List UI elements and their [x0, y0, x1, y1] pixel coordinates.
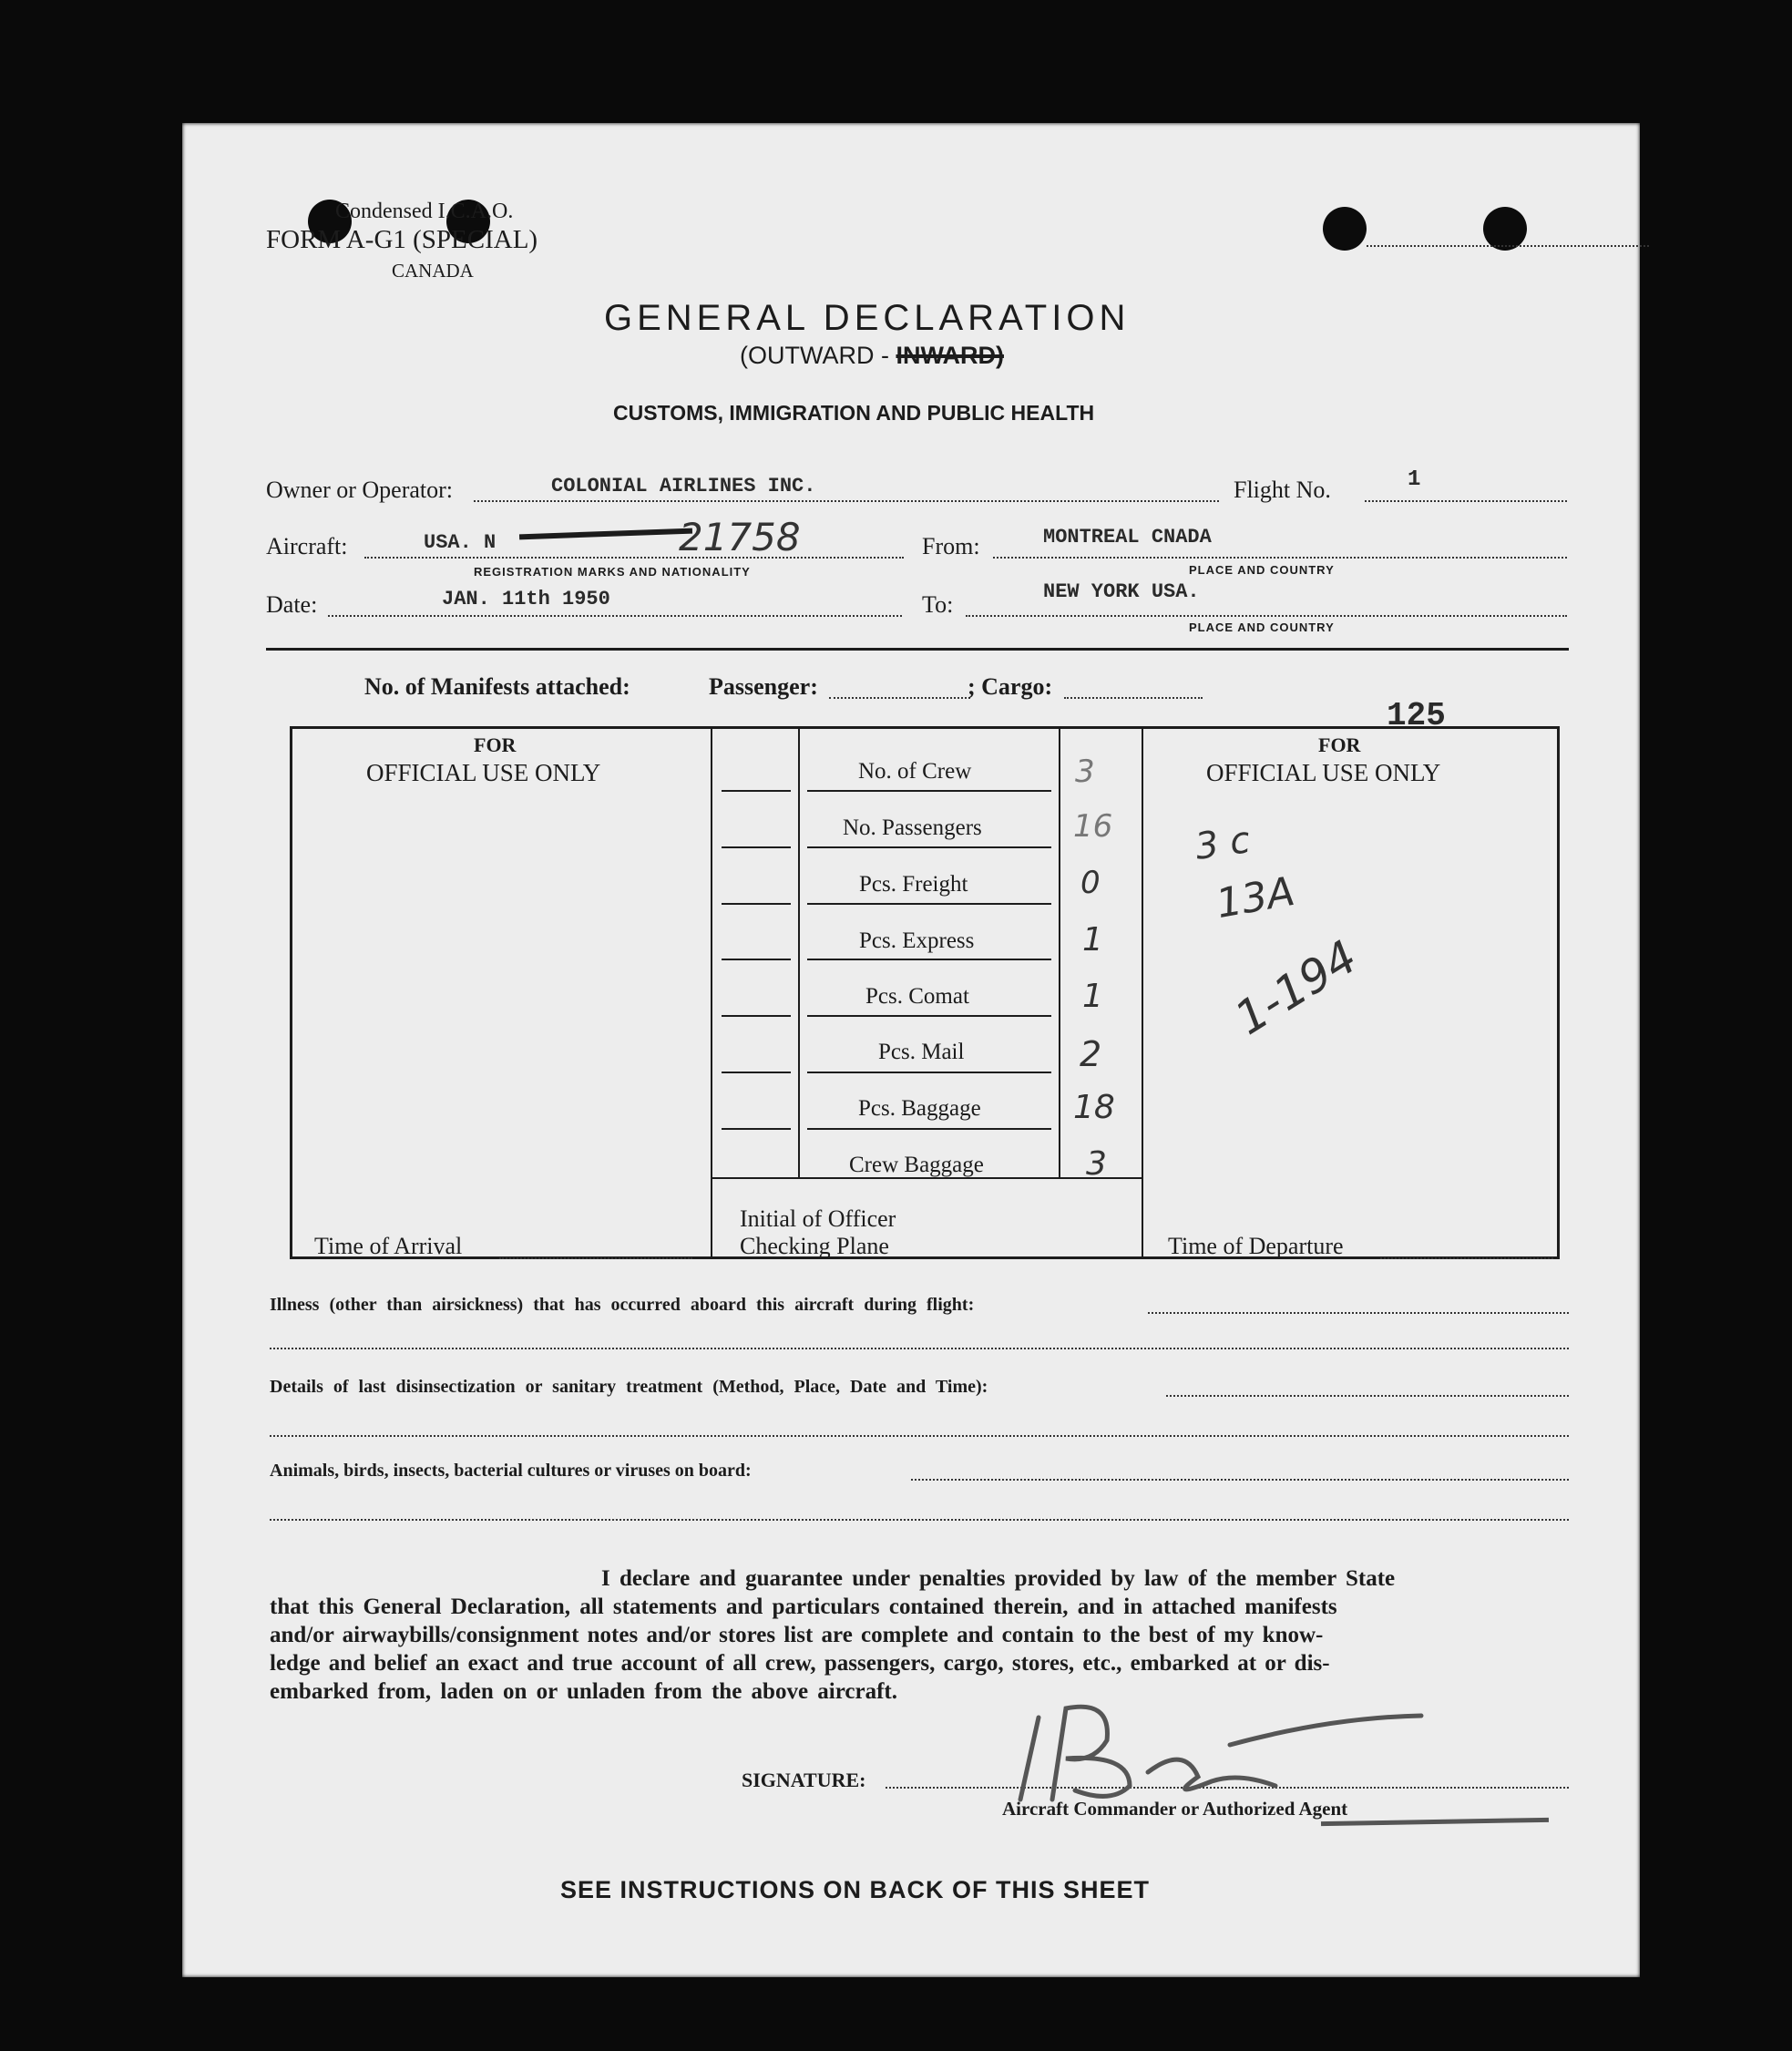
official-right-for: FOR — [1318, 733, 1361, 756]
illness-line — [1148, 1312, 1569, 1314]
animals-line — [911, 1479, 1569, 1481]
animals-line-2 — [270, 1519, 1569, 1521]
from-line — [993, 557, 1567, 559]
count-value: 18 — [1073, 1089, 1115, 1126]
punch-hole — [1483, 207, 1527, 251]
signature-sublabel: Aircraft Commander or Authorized Agent — [1002, 1798, 1348, 1820]
to-line — [966, 615, 1567, 617]
box-divider-2 — [798, 726, 800, 1179]
date-value: JAN. 11th 1950 — [442, 588, 610, 610]
aircraft-sublabel: REGISTRATION MARKS AND NATIONALITY — [474, 565, 751, 579]
to-label: To: — [922, 591, 954, 618]
date-label: Date: — [266, 591, 318, 618]
illness-line-2 — [270, 1348, 1569, 1349]
count-rule — [807, 959, 1051, 960]
signature-label: SIGNATURE: — [742, 1769, 866, 1791]
count-rule — [807, 790, 1051, 792]
to-sublabel: PLACE AND COUNTRY — [1189, 620, 1335, 634]
from-sublabel: PLACE AND COUNTRY — [1189, 563, 1335, 577]
count-label: Pcs. Freight — [859, 872, 968, 897]
declaration-line5: embarked from, laden on or unladen from the above aircraft. — [270, 1679, 897, 1704]
owner-line — [474, 500, 1219, 502]
official-note-2: 13A — [1213, 867, 1298, 928]
aircraft-label: Aircraft: — [266, 533, 348, 559]
count-blank — [722, 959, 791, 960]
direction-inward-struck: INWARD) — [896, 342, 1004, 369]
official-note-3: 1-194 — [1225, 929, 1367, 1046]
illness-label: Illness (other than airsickness) that has occurred aboard this aircraft during flight: — [270, 1295, 975, 1315]
owner-label: Owner or Operator: — [266, 477, 454, 503]
form-country: CANADA — [392, 260, 474, 282]
manifests-cargo-line — [1064, 697, 1203, 699]
manifests-cargo-label: ; Cargo: — [968, 673, 1053, 700]
aircraft-value: USA. N — [424, 531, 497, 554]
flight-label: Flight No. — [1234, 477, 1331, 503]
declaration-line2: that this General Declaration, all statements and particulars contained therein, and in attached manifests — [270, 1595, 1337, 1619]
count-blank — [722, 1072, 791, 1073]
flight-line — [1365, 500, 1567, 502]
count-value: 3 — [1086, 1145, 1107, 1183]
official-right-label: OFFICIAL USE ONLY — [1206, 759, 1441, 786]
count-blank — [722, 846, 791, 848]
page-title: GENERAL DECLARATION — [604, 298, 1131, 338]
count-value: 0 — [1080, 865, 1101, 901]
from-label: From: — [922, 533, 980, 559]
aircraft-handwritten: 21758 — [679, 515, 801, 559]
top-dotted-line — [1367, 245, 1649, 247]
count-label: Pcs. Express — [859, 928, 975, 953]
disinsect-line-2 — [270, 1435, 1569, 1437]
count-blank — [722, 1015, 791, 1017]
direction-outward-label: (OUTWARD - — [740, 342, 889, 369]
count-value: 3 — [1075, 754, 1095, 790]
declaration-line3: and/or airwaybills/consignment notes and/or stores list are complete and contain to the best of my know- — [270, 1623, 1324, 1647]
to-value: NEW YORK USA. — [1043, 580, 1200, 603]
time-arrival-label: Time of Arrival — [314, 1233, 463, 1259]
officer-initial-label: Initial of Officer — [740, 1205, 896, 1232]
section-divider — [266, 648, 1569, 651]
aircraft-line — [364, 557, 904, 559]
officer-checking-label: Checking Plane — [740, 1233, 889, 1259]
count-label: No. Passengers — [843, 815, 982, 840]
official-note-1: 3 c — [1193, 819, 1254, 868]
time-departure-line — [1380, 1257, 1553, 1259]
count-label: Pcs. Comat — [865, 984, 969, 1009]
count-value: 1 — [1082, 921, 1103, 959]
manifests-passenger-line — [829, 697, 970, 699]
count-rule — [807, 903, 1051, 905]
count-label: Pcs. Mail — [878, 1040, 965, 1064]
instructions-footer: SEE INSTRUCTIONS ON BACK OF THIS SHEET — [560, 1876, 1151, 1903]
count-blank — [722, 903, 791, 905]
count-rule — [807, 1128, 1051, 1130]
count-value: 1 — [1082, 978, 1103, 1015]
disinsect-line — [1166, 1395, 1569, 1397]
direction-outward — [740, 342, 1004, 370]
count-blank — [722, 790, 791, 792]
count-label: No. of Crew — [858, 759, 972, 784]
box-divider-4 — [1142, 726, 1143, 1259]
time-arrival-line — [499, 1257, 692, 1259]
stamp-number: 125 — [1387, 697, 1446, 734]
declaration-line4: ledge and belief an exact and true account of all crew, passengers, cargo, stores, etc., embarked at or dis- — [270, 1651, 1330, 1676]
animals-label: Animals, birds, insects, bacterial cultures or viruses on board: — [270, 1461, 752, 1481]
count-rule — [807, 1072, 1051, 1073]
form-header-line1: Condensed I.C.A.O. — [335, 200, 514, 223]
declaration-line1: I declare and guarantee under penalties provided by law of the member State — [601, 1566, 1396, 1591]
owner-value: COLONIAL AIRLINES INC. — [551, 475, 816, 497]
form-id: FORM A-G1 (SPECIAL) — [266, 225, 538, 254]
from-value: MONTREAL CNADA — [1043, 526, 1212, 549]
count-value: 2 — [1080, 1034, 1102, 1074]
form-sheet — [182, 123, 1640, 1977]
signature-underline — [1321, 1818, 1549, 1826]
official-left-for: FOR — [474, 733, 517, 756]
count-rule — [807, 1015, 1051, 1017]
manifests-label: No. of Manifests attached: — [364, 673, 630, 700]
flight-value: 1 — [1408, 467, 1421, 492]
count-rule — [807, 846, 1051, 848]
official-left-label: OFFICIAL USE ONLY — [366, 759, 601, 786]
count-label: Crew Baggage — [849, 1153, 984, 1177]
count-label: Pcs. Baggage — [858, 1096, 981, 1121]
aircraft-strikeout — [519, 528, 692, 540]
count-value: 16 — [1073, 808, 1113, 845]
manifests-passenger-label: Passenger: — [709, 673, 818, 700]
box-divider-3 — [1059, 726, 1060, 1179]
date-line — [328, 615, 902, 617]
box-divider-1 — [711, 726, 712, 1259]
punch-hole — [1323, 207, 1367, 251]
disinsect-label: Details of last disinsectization or sanitary treatment (Method, Place, Date and Time): — [270, 1377, 988, 1397]
page-subtitle: CUSTOMS, IMMIGRATION AND PUBLIC HEALTH — [613, 401, 1095, 425]
count-blank — [722, 1128, 791, 1130]
time-departure-label: Time of Departure — [1168, 1233, 1344, 1259]
